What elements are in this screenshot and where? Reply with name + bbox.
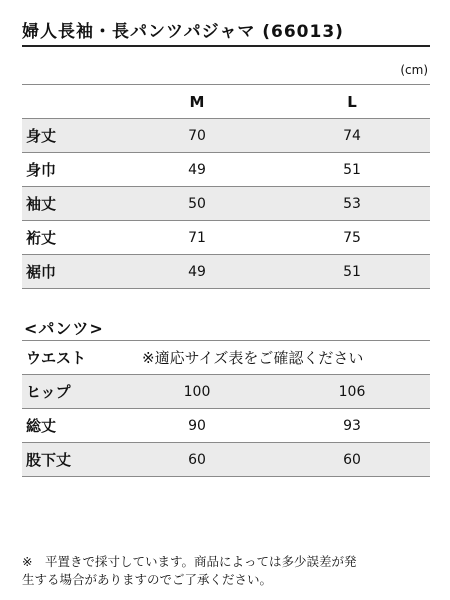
table-row [22, 340, 430, 374]
value-l: 51 [343, 264, 361, 280]
value-l: 93 [343, 418, 361, 434]
value-l: 51 [343, 162, 361, 178]
value-l: 74 [343, 128, 361, 144]
column-header-l: L [347, 93, 357, 111]
table-row [22, 374, 430, 408]
title-underline [22, 45, 430, 47]
table-row [22, 186, 430, 220]
measurement-note [22, 553, 432, 589]
pants-section-label: <パンツ> [24, 319, 104, 338]
value-m: 49 [188, 264, 206, 280]
note-line: 生する場合がありますのでご了承ください。 [22, 572, 273, 587]
pants-size-table [22, 340, 430, 477]
row-label: 袖丈 [26, 195, 57, 213]
note-line: ※ 平置きで採寸しています。商品によっては多少誤差が発 [22, 554, 357, 569]
value-m: 50 [188, 196, 206, 212]
value-l: 106 [338, 384, 366, 400]
row-label: 身丈 [26, 127, 57, 145]
value-m: 100 [183, 384, 211, 400]
value-m: 70 [188, 128, 206, 144]
table-header-row [22, 84, 430, 118]
value-m: 60 [188, 452, 206, 468]
table-row [22, 152, 430, 186]
page-title: 婦人長袖・長パンツパジャマ (66013) [22, 22, 344, 42]
value-l: 60 [343, 452, 361, 468]
column-header-m: M [189, 93, 205, 111]
row-label: ウエスト [26, 349, 87, 367]
tops-size-table [22, 84, 430, 289]
table-row [22, 408, 430, 442]
row-label: 総丈 [26, 417, 57, 435]
table-row [22, 118, 430, 152]
table-row [22, 254, 430, 288]
row-label: ヒップ [26, 383, 71, 401]
waist-note: ※適応サイズ表をご確認ください [142, 349, 364, 367]
unit-label: (cm) [400, 63, 428, 77]
value-m: 71 [188, 230, 206, 246]
row-label: 股下丈 [26, 451, 72, 469]
value-l: 75 [343, 230, 361, 246]
row-label: 裄丈 [26, 229, 57, 247]
table-row [22, 220, 430, 254]
value-m: 90 [188, 418, 206, 434]
row-label: 裾巾 [26, 263, 57, 281]
table-row [22, 442, 430, 476]
value-m: 49 [188, 162, 206, 178]
row-label: 身巾 [26, 161, 57, 179]
value-l: 53 [343, 196, 361, 212]
